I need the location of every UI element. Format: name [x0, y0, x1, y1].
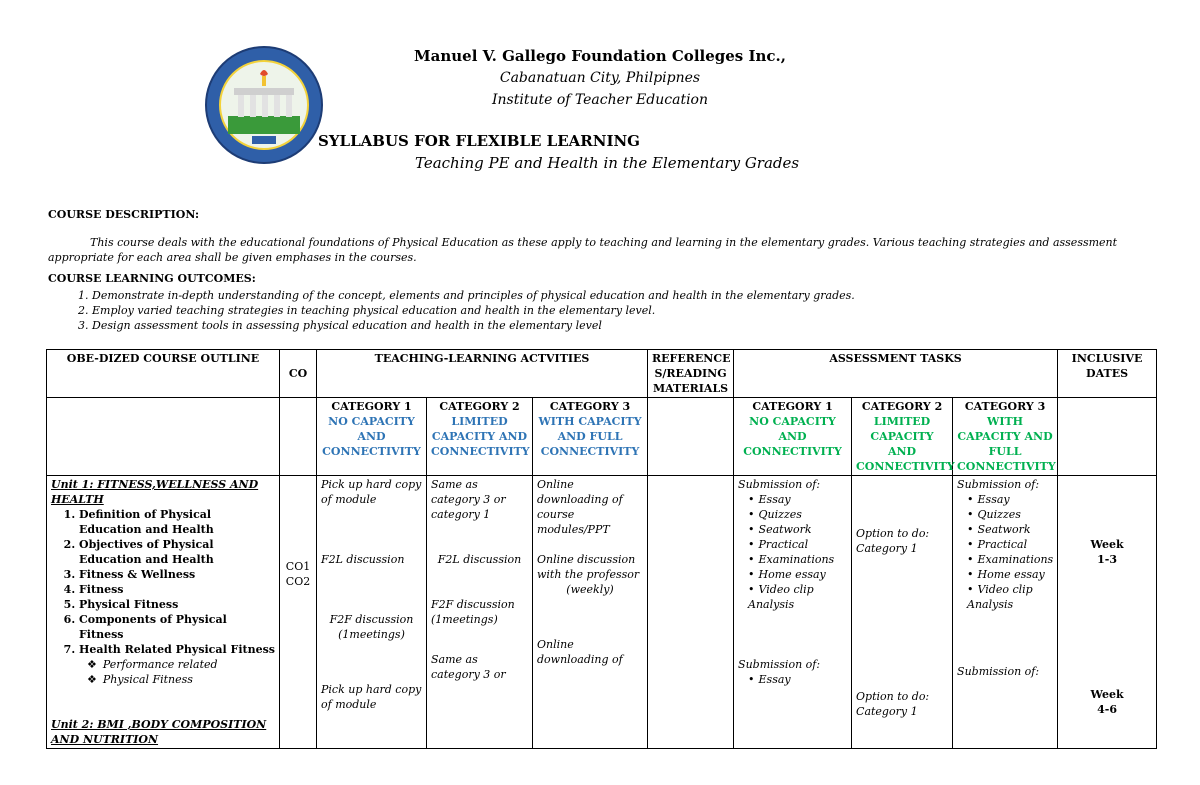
- assess1-label: Submission of:: [738, 478, 821, 491]
- header-co: CO: [280, 350, 317, 398]
- course-outline-table: [46, 349, 1157, 749]
- subtopic-item: ❖ Physical Fitness: [103, 672, 275, 687]
- tla1-pickup: Pick up hard copy of module: [321, 478, 422, 506]
- department-name: Institute of Teacher Education: [491, 92, 708, 108]
- outcomes-list: [48, 288, 855, 333]
- assess-item: • Seatwork: [748, 522, 847, 537]
- tla2-same: Same as category 3 or category 1: [431, 478, 506, 521]
- unit2-assess1-list: [738, 672, 847, 687]
- unit2-tla3: Online downloading of: [537, 638, 623, 666]
- unit2-assess2-category: Category 1: [856, 705, 918, 718]
- unit2-title: Unit 2: BMI ,BODY COMPOSITION AND NUTRITION: [51, 718, 267, 746]
- co-item: CO2: [285, 575, 311, 588]
- unit2-tla1: Pick up hard copy of module: [321, 683, 422, 711]
- unit1-title: Unit 1: FITNESS,WELLNESS AND HEALTH: [51, 478, 259, 506]
- assess-item: • Examinations: [967, 552, 1053, 567]
- tla2-f2l: F2L discussion: [437, 553, 522, 566]
- header-dates: INCLUSIVE DATES: [1058, 350, 1157, 398]
- co-item: CO1: [285, 560, 311, 573]
- unit2-assess2-option: Option to do:: [856, 690, 930, 703]
- assess2-option: Option to do:: [856, 527, 930, 540]
- assess-item: • Essay: [967, 492, 1053, 507]
- topic-item: 2. Objectives of Physical Education and Health: [79, 537, 275, 567]
- topic-item: 5. Physical Fitness: [79, 597, 275, 612]
- assess3-label: Submission of:: [957, 478, 1040, 491]
- topic-item: 3. Fitness & Wellness: [79, 567, 275, 582]
- assess-item: • Video clip Analysis: [967, 582, 1053, 612]
- header-outline: OBE-DIZED COURSE OUTLINE: [47, 350, 280, 398]
- tla3-weekly: (weekly): [566, 583, 614, 596]
- unit1-topics: [51, 507, 275, 657]
- subtopic-item: ❖ Performance related: [103, 657, 275, 672]
- tla1-f2f: F2F discussion (1meetings): [329, 613, 414, 641]
- tla-cat2-title: CATEGORY 2: [439, 400, 520, 413]
- outcome-item: 1. Demonstrate in-depth understanding of the concept, elements and principles of physical education and health in the elementary grades.: [92, 288, 855, 303]
- tla1-f2l: F2L discussion: [321, 553, 405, 566]
- tla3-discussion: Online discussion with the professor: [537, 553, 640, 581]
- assess-item: • Examinations: [748, 552, 847, 567]
- topic-item: 7. Health Related Physical Fitness: [79, 642, 275, 657]
- unit2-assess1-label: Submission of:: [738, 658, 821, 671]
- assess-item: • Practical: [967, 537, 1053, 552]
- unit2-assess3: Submission of:: [957, 665, 1040, 678]
- header-references: REFERENCE S/READING MATERIALS: [648, 350, 734, 398]
- assess-cat3-desc: WITH CAPACITY AND FULL CONNECTIVITY: [957, 415, 1056, 473]
- assess2-category: Category 1: [856, 542, 918, 555]
- outcome-item: 3. Design assessment tools in assessing physical education and health in the elementary level: [92, 318, 855, 333]
- tla-cat1-title: CATEGORY 1: [331, 400, 412, 413]
- course-title: Teaching PE and Health in the Elementary Grades: [415, 154, 800, 172]
- institution-location: Cabanatuan City, Philpipnes: [499, 70, 701, 86]
- tla2-f2f: F2F discussion (1meetings): [431, 598, 515, 626]
- assess-cat1-desc: NO CAPACITY AND CONNECTIVITY: [743, 415, 842, 458]
- tla-cat2-desc: LIMITED CAPACITY AND CONNECTIVITY: [431, 415, 530, 458]
- topic-item: 4. Fitness: [79, 582, 275, 597]
- topic-item: 6. Components of Physical Fitness: [79, 612, 275, 642]
- header-tla: TEACHING-LEARNING ACTVITIES: [317, 350, 648, 398]
- tla-cat1-desc: NO CAPACITY AND CONNECTIVITY: [322, 415, 421, 458]
- unit1-subtopics: [51, 657, 275, 687]
- assess-item: • Quizzes: [967, 507, 1053, 522]
- unit2-tla2: Same as category 3 or: [431, 653, 506, 681]
- tla-cat3-desc: WITH CAPACITY AND FULL CONNECTIVITY: [538, 415, 642, 458]
- assess-item: • Essay: [748, 492, 847, 507]
- tla3-online: Online downloading of course modules/PPT: [537, 478, 623, 536]
- assess3-list: [957, 492, 1053, 612]
- syllabus-title: SYLLABUS FOR FLEXIBLE LEARNING: [318, 132, 640, 150]
- assess-cat3-title: CATEGORY 3: [964, 400, 1046, 413]
- course-description-label: COURSE DESCRIPTION:: [48, 208, 200, 221]
- assess1-list: [738, 492, 847, 612]
- assess-cat2-title: CATEGORY 2: [861, 400, 943, 413]
- outcomes-label: COURSE LEARNING OUTCOMES:: [48, 272, 256, 285]
- outcome-item: 2. Employ varied teaching strategies in teaching physical education and health in the elementary level.: [92, 303, 855, 318]
- assess-cat2-desc: LIMITED CAPACITY AND CONNECTIVITY: [856, 415, 955, 473]
- institution-name: Manuel V. Gallego Foundation Colleges Inc.,: [414, 47, 786, 65]
- course-description-text: This course deals with the educational foundations of Physical Education as these apply to teaching and learning in the elementary grades. Various teaching strategies and assessment appropriate for each area shall be given emphases in the courses.: [48, 236, 1118, 264]
- unit1-dates: Week 1-3: [1090, 538, 1124, 566]
- assess-item: • Seatwork: [967, 522, 1053, 537]
- assess-item: • Video clip Analysis: [748, 582, 847, 612]
- tla-cat3-title: CATEGORY 3: [549, 400, 631, 413]
- header-assessment: ASSESSMENT TASKS: [734, 350, 1058, 398]
- assess-item: • Home essay: [967, 567, 1053, 582]
- assess-item: • Quizzes: [748, 507, 847, 522]
- topic-item: 1. Definition of Physical Education and Health: [79, 507, 275, 537]
- assess-item: • Home essay: [748, 567, 847, 582]
- unit2-dates: Week 4-6: [1090, 688, 1124, 716]
- assess-cat1-title: CATEGORY 1: [752, 400, 833, 413]
- assess-item: • Practical: [748, 537, 847, 552]
- assess-item: • Essay: [748, 672, 847, 687]
